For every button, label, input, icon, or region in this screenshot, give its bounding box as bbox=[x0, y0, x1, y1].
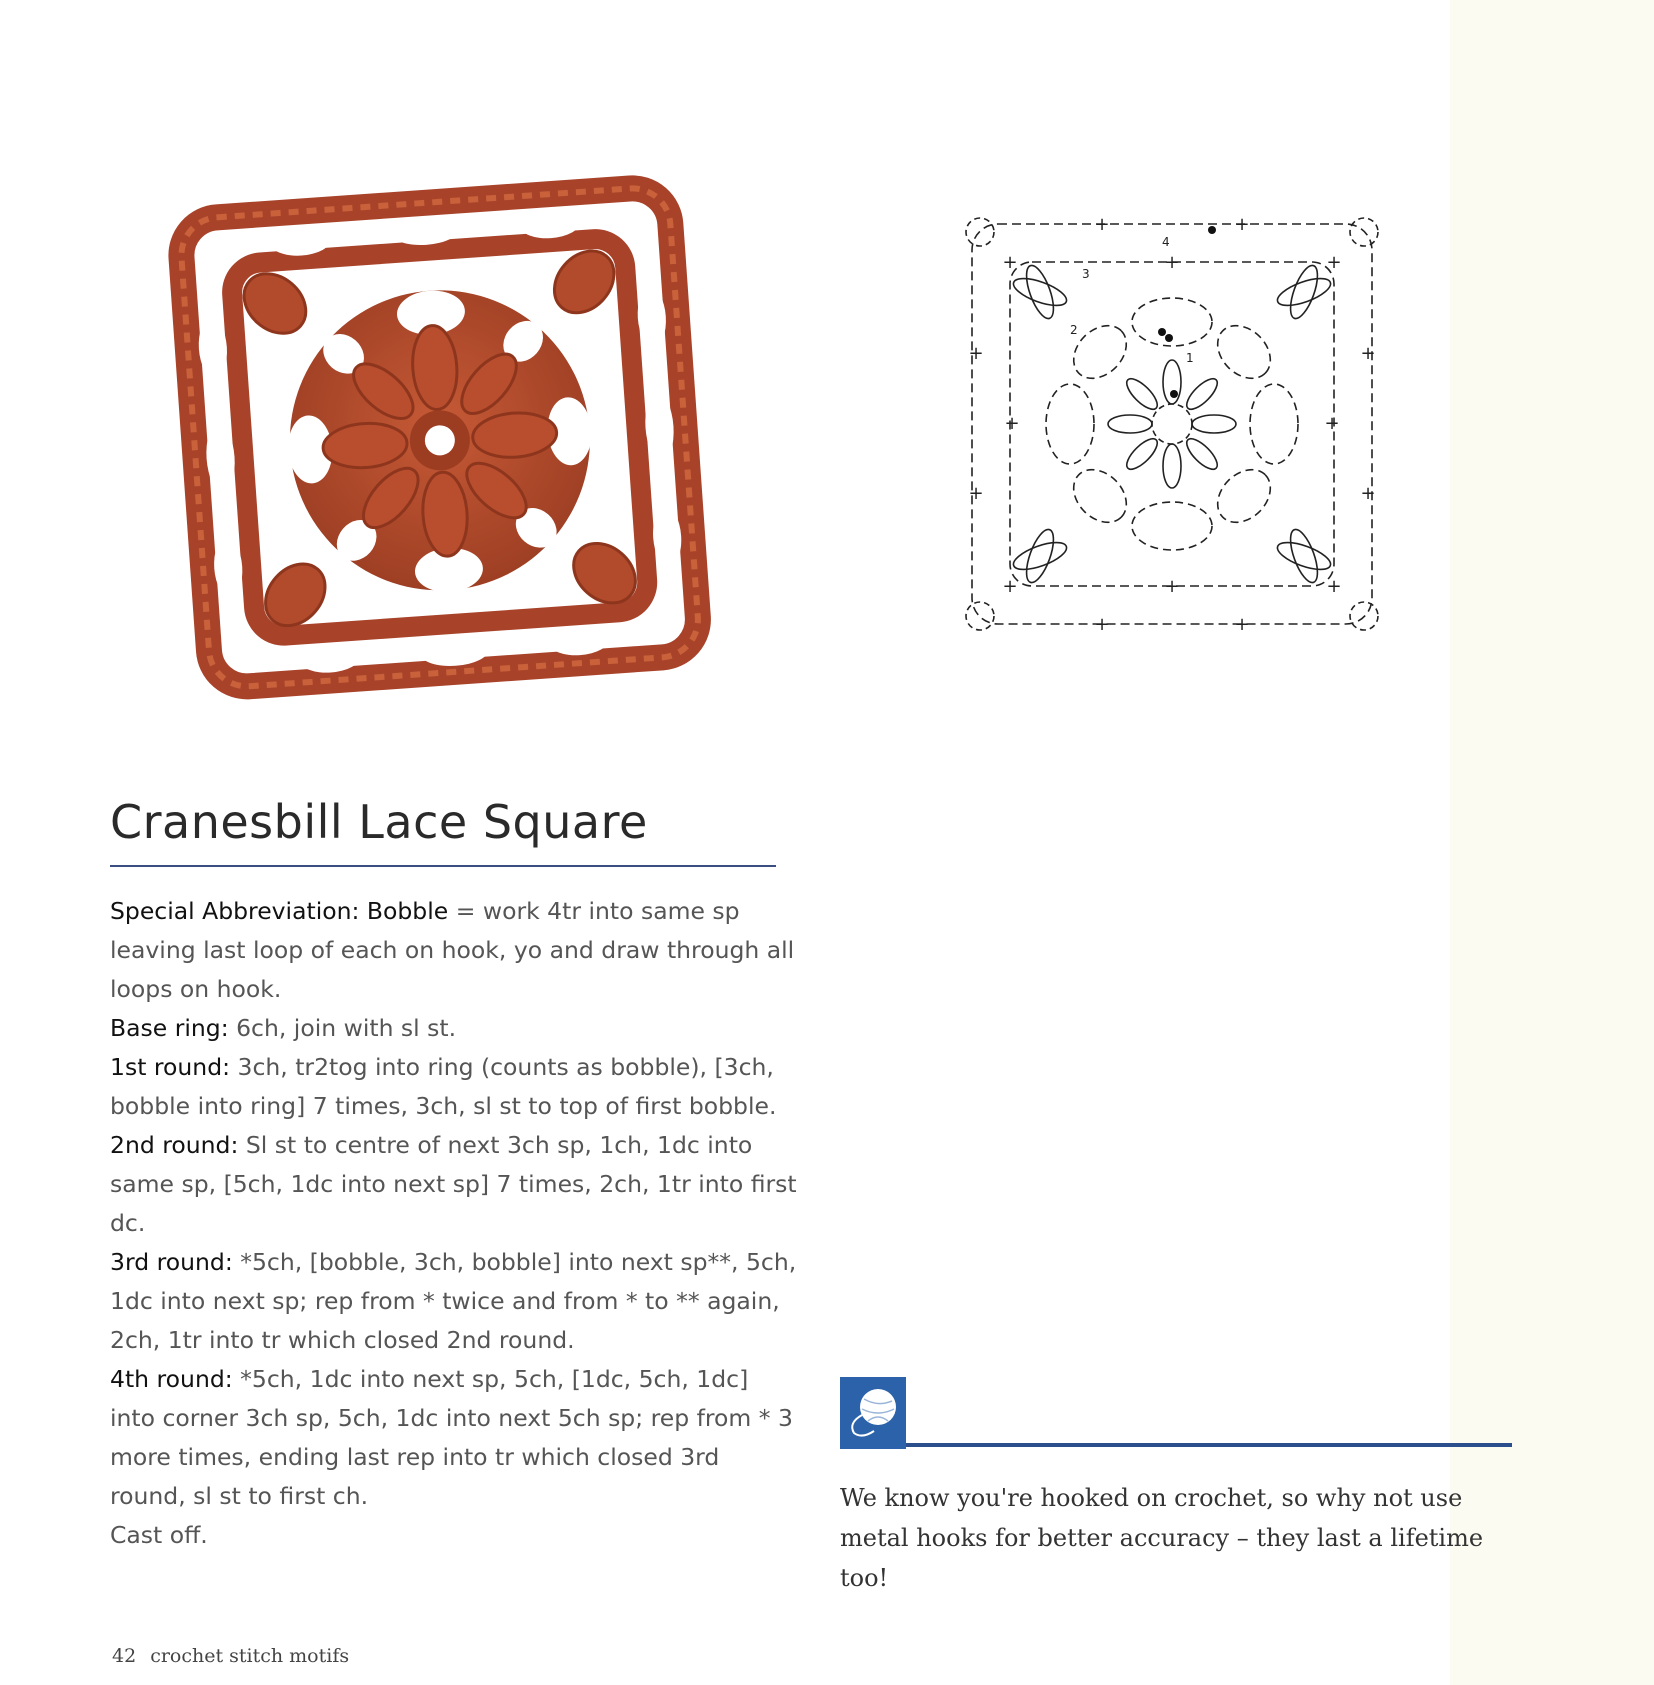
instruction-special-abbreviation: Special Abbreviation: Bobble = work 4tr into same sp leaving last loop of each on hook, yo and draw through all loops on hook. bbox=[110, 897, 795, 1003]
svg-text:+: + bbox=[1234, 214, 1250, 235]
tip-text: We know you're hooked on crochet, so why not use metal hooks for better accuracy – they last a lifetime too! bbox=[840, 1484, 1484, 1592]
tip-rule bbox=[906, 1443, 1512, 1447]
pattern-title: Cranesbill Lace Square bbox=[110, 795, 648, 849]
round-label-4: 4 bbox=[1162, 235, 1170, 249]
page-number: 42 bbox=[112, 1645, 137, 1667]
svg-text:+: + bbox=[1002, 252, 1018, 273]
motif-photo bbox=[165, 172, 725, 712]
instruction-round-3: 3rd round: *5ch, [bobble, 3ch, bobble] into next sp**, 5ch, 1dc into next sp; rep from * twice and from * to ** again, 2ch, 1tr into tr which closed 2nd round. bbox=[110, 1248, 797, 1354]
instruction-cast-off: Cast off. bbox=[110, 1521, 208, 1549]
instruction-round-1: 1st round: 3ch, tr2tog into ring (counts as bobble), [3ch, bobble into ring] 7 times, 3ch, sl st to top of first bobble. bbox=[110, 1053, 777, 1120]
crochet-chart bbox=[962, 214, 1382, 634]
svg-text:+: + bbox=[1004, 413, 1020, 434]
svg-text:+: + bbox=[1094, 214, 1110, 235]
instruction-round-4: 4th round: *5ch, 1dc into next sp, 5ch, [1dc, 5ch, 1dc] into corner 3ch sp, 5ch, 1dc into next 5ch sp; rep from * 3 more times, ending last rep into tr which closed 3rd round, sl st to first ch. bbox=[110, 1365, 793, 1510]
svg-text:+: + bbox=[1324, 413, 1340, 434]
page-margin-strip bbox=[1450, 0, 1654, 1685]
instruction-round-2: 2nd round: Sl st to centre of next 3ch sp, 1ch, 1dc into same sp, [5ch, 1dc into next sp] 7 times, 2ch, 1tr into first dc. bbox=[110, 1131, 797, 1237]
svg-text:+: + bbox=[1326, 576, 1342, 597]
page-footer bbox=[112, 1645, 349, 1667]
svg-text:+: + bbox=[1360, 483, 1376, 504]
round-label-3: 3 bbox=[1082, 267, 1090, 281]
title-rule bbox=[110, 865, 776, 867]
svg-text:+: + bbox=[1164, 576, 1180, 597]
svg-text:+: + bbox=[1002, 576, 1018, 597]
round-label-1: 1 bbox=[1186, 351, 1194, 365]
yarn-ball-icon bbox=[840, 1377, 906, 1449]
svg-text:+: + bbox=[1360, 343, 1376, 364]
svg-text:+: + bbox=[1094, 614, 1110, 634]
book-title: crochet stitch motifs bbox=[150, 1645, 350, 1667]
round-label-2: 2 bbox=[1070, 323, 1078, 337]
svg-text:+: + bbox=[1326, 252, 1342, 273]
svg-text:+: + bbox=[968, 343, 984, 364]
svg-text:+: + bbox=[1164, 252, 1180, 273]
pattern-instructions bbox=[110, 892, 800, 1555]
svg-text:+: + bbox=[968, 483, 984, 504]
svg-text:+: + bbox=[1234, 614, 1250, 634]
instruction-base-ring: Base ring: 6ch, join with sl st. bbox=[110, 1014, 457, 1042]
